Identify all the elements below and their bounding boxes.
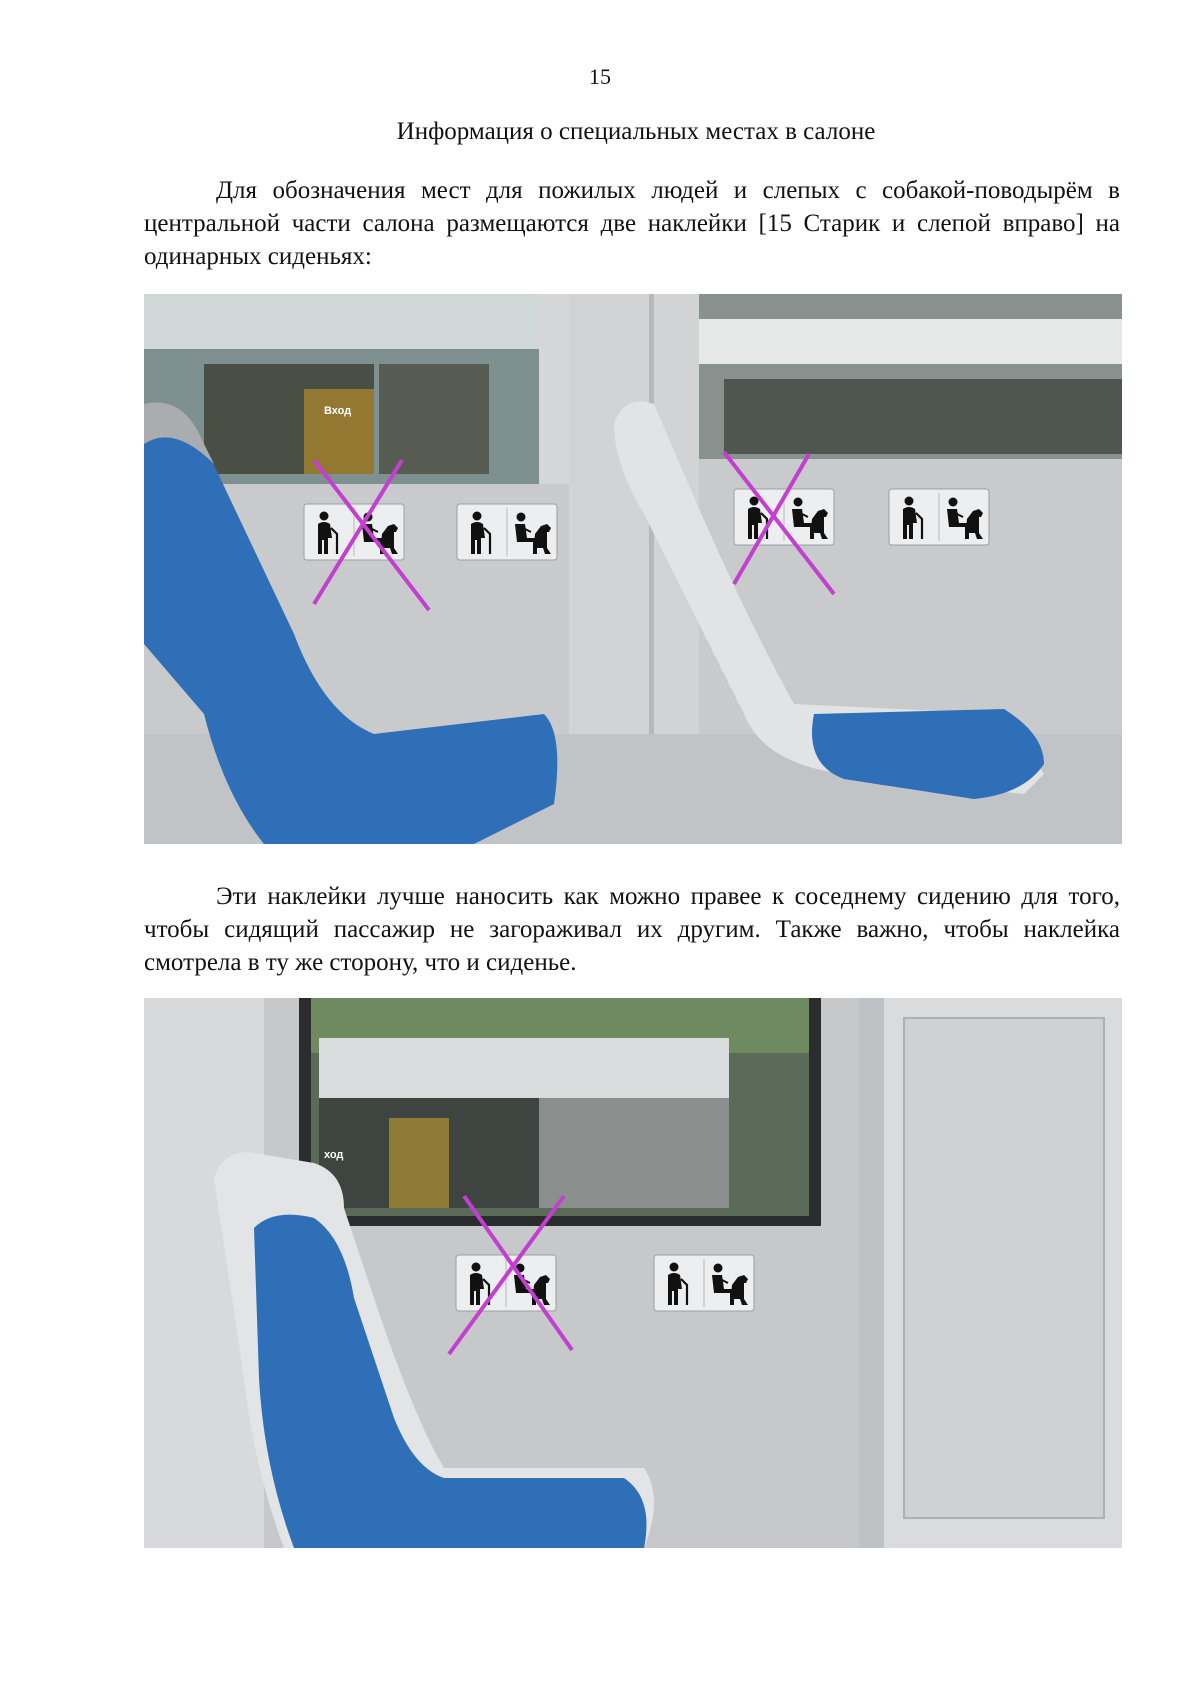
paragraph-1-text: Для обозначения мест для пожилых людей и слепых с собакой-поводырём в центральной части салона размещаются две наклейки [15 Старик и слепой вправо] на одинарных сиденьях: [144, 177, 1120, 270]
photo-seat-sticker-placement [144, 998, 1122, 1548]
photo-2-illustration [144, 998, 1122, 1548]
section-title: Информация о специальных местах в салоне [396, 118, 876, 145]
page-number: 15 [589, 64, 611, 89]
paragraph-1 [144, 174, 1120, 273]
photo-1-illustration [144, 294, 1122, 844]
photo-seats-with-stickers [144, 294, 1122, 844]
paragraph-2 [144, 880, 1120, 979]
bus-sign-text: ход [324, 1149, 344, 1161]
paragraph-2-text: Эти наклейки лучше наносить как можно правее к соседнему сидению для того, чтобы сидящий пассажир не загораживал их другим. Также важно, чтобы наклейка смотрела в ту же сторону, что и сиденье. [144, 883, 1120, 976]
door-sign-text: Вход [324, 405, 352, 417]
